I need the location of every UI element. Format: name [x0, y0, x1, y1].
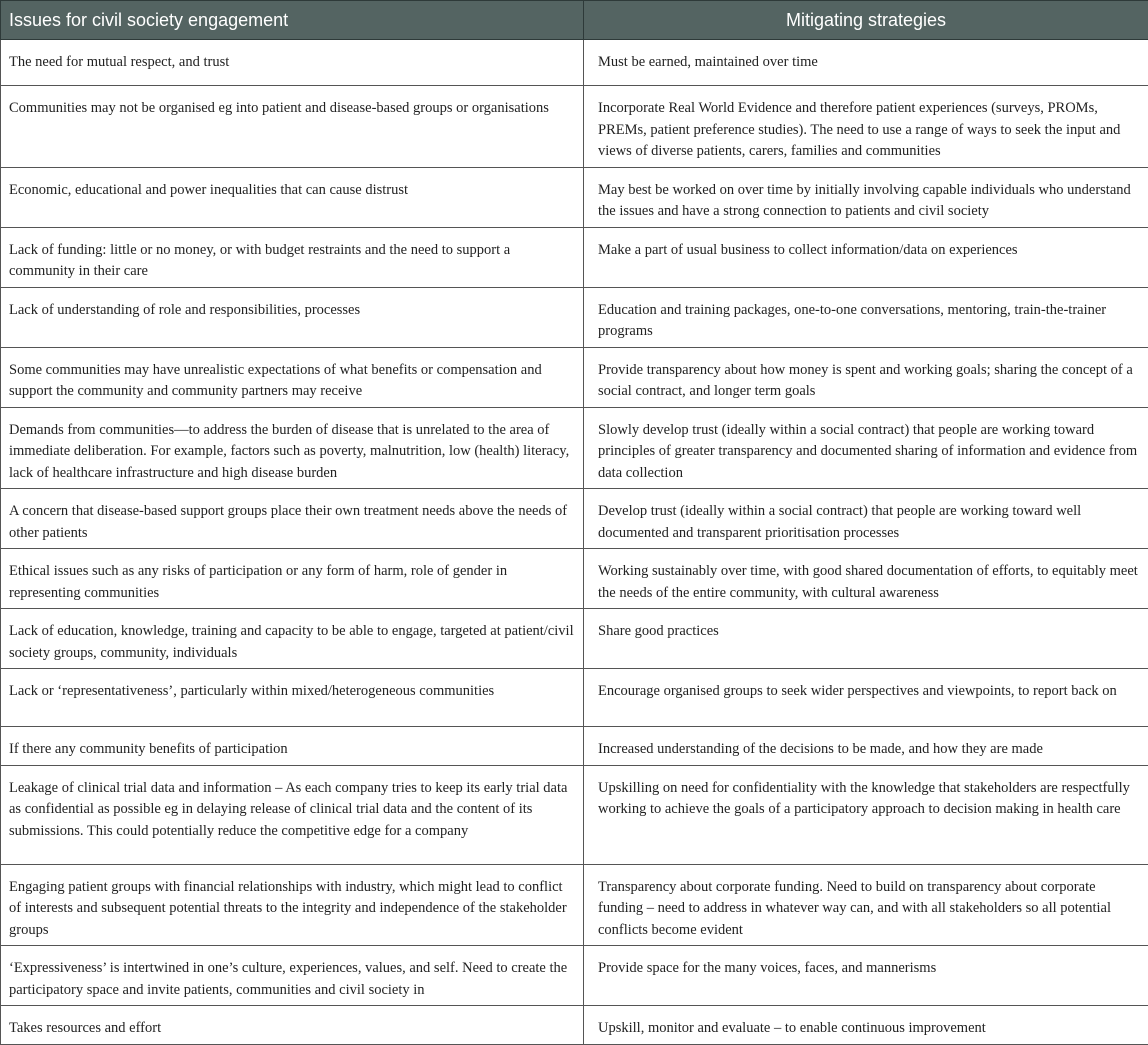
issue-cell: Engaging patient groups with financial relationships with industry, which might lead to conflict of interests and subsequent potential threats to the integrity and independence of the stakeholder groups: [1, 864, 584, 946]
issue-cell: The need for mutual respect, and trust: [1, 40, 584, 86]
strategy-cell: Provide transparency about how money is spent and working goals; sharing the concept of a social contract, and longer term goals: [584, 347, 1148, 407]
strategy-cell: Develop trust (ideally within a social contract) that people are working toward well documented and transparent prioritisation processes: [584, 489, 1148, 549]
table-header-row: [1, 1, 1148, 40]
strategy-cell: Upskilling on need for confidentiality with the knowledge that stakeholders are respectfully working to achieve the goals of a participatory approach to decision making in health care: [584, 765, 1148, 864]
strategy-cell: May best be worked on over time by initially involving capable individuals who understand the issues and have a strong connection to patients and civil society: [584, 167, 1148, 227]
strategy-cell: Provide space for the many voices, faces, and mannerisms: [584, 946, 1148, 1006]
issue-cell: Communities may not be organised eg into patient and disease-based groups or organisations: [1, 86, 584, 168]
table-row: [1, 765, 1148, 864]
strategy-cell: Must be earned, maintained over time: [584, 40, 1148, 86]
issue-cell: Lack or ‘representativeness’, particularly within mixed/heterogeneous communities: [1, 669, 584, 727]
table-row: [1, 946, 1148, 1006]
issue-cell: Lack of understanding of role and responsibilities, processes: [1, 287, 584, 347]
strategy-cell: Upskill, monitor and evaluate – to enable continuous improvement: [584, 1006, 1148, 1045]
table-row: [1, 40, 1148, 86]
issue-cell: Leakage of clinical trial data and information – As each company tries to keep its early trial data as confidential as possible eg in delaying release of clinical trial data and the content of its submissions. This could potentially reduce the competitive edge for a company: [1, 765, 584, 864]
strategy-cell: Make a part of usual business to collect information/data on experiences: [584, 227, 1148, 287]
table-row: [1, 407, 1148, 489]
strategy-cell: Transparency about corporate funding. Need to build on transparency about corporate funding – need to address in whatever way can, and with all stakeholders so all potential conflicts become evident: [584, 864, 1148, 946]
column-header-strategies: Mitigating strategies: [584, 1, 1148, 40]
issue-cell: Takes resources and effort: [1, 1006, 584, 1045]
table-row: [1, 549, 1148, 609]
table-row: [1, 489, 1148, 549]
table-row: [1, 347, 1148, 407]
strategy-cell: Incorporate Real World Evidence and therefore patient experiences (surveys, PROMs, PREMs, patient preference studies). The need to use a range of ways to seek the input and views of diverse patients, carers, families and communities: [584, 86, 1148, 168]
issue-cell: Economic, educational and power inequalities that can cause distrust: [1, 167, 584, 227]
strategy-cell: Working sustainably over time, with good shared documentation of efforts, to equitably meet the needs of the entire community, with cultural awareness: [584, 549, 1148, 609]
table-row: [1, 1006, 1148, 1045]
issue-cell: Demands from communities—to address the burden of disease that is unrelated to the area of immediate deliberation. For example, factors such as poverty, malnutrition, low (health) literacy, lack of healthcare infrastructure and high disease burden: [1, 407, 584, 489]
strategy-cell: Encourage organised groups to seek wider perspectives and viewpoints, to report back on: [584, 669, 1148, 727]
strategy-cell: Share good practices: [584, 609, 1148, 669]
table-row: [1, 864, 1148, 946]
issue-cell: ‘Expressiveness’ is intertwined in one’s culture, experiences, values, and self. Need to create the participatory space and invite patients, communities and civil society in: [1, 946, 584, 1006]
issue-cell: Ethical issues such as any risks of participation or any form of harm, role of gender in representing communities: [1, 549, 584, 609]
strategy-cell: Increased understanding of the decisions to be made, and how they are made: [584, 727, 1148, 766]
strategy-cell: Education and training packages, one-to-one conversations, mentoring, train-the-trainer programs: [584, 287, 1148, 347]
table-row: [1, 609, 1148, 669]
issue-cell: Some communities may have unrealistic expectations of what benefits or compensation and support the community and community partners may receive: [1, 347, 584, 407]
table-row: [1, 287, 1148, 347]
table-row: [1, 727, 1148, 766]
table-row: [1, 86, 1148, 168]
strategy-cell: Slowly develop trust (ideally within a social contract) that people are working toward principles of greater transparency and documented sharing of information and evidence from data collection: [584, 407, 1148, 489]
table-row: [1, 227, 1148, 287]
issue-cell: If there any community benefits of participation: [1, 727, 584, 766]
issue-cell: Lack of funding: little or no money, or with budget restraints and the need to support a community in their care: [1, 227, 584, 287]
table-row: [1, 167, 1148, 227]
issue-cell: Lack of education, knowledge, training and capacity to be able to engage, targeted at patient/civil society groups, community, individuals: [1, 609, 584, 669]
column-header-issues: Issues for civil society engagement: [1, 1, 584, 40]
table-row: [1, 669, 1148, 727]
issue-cell: A concern that disease-based support groups place their own treatment needs above the needs of other patients: [1, 489, 584, 549]
